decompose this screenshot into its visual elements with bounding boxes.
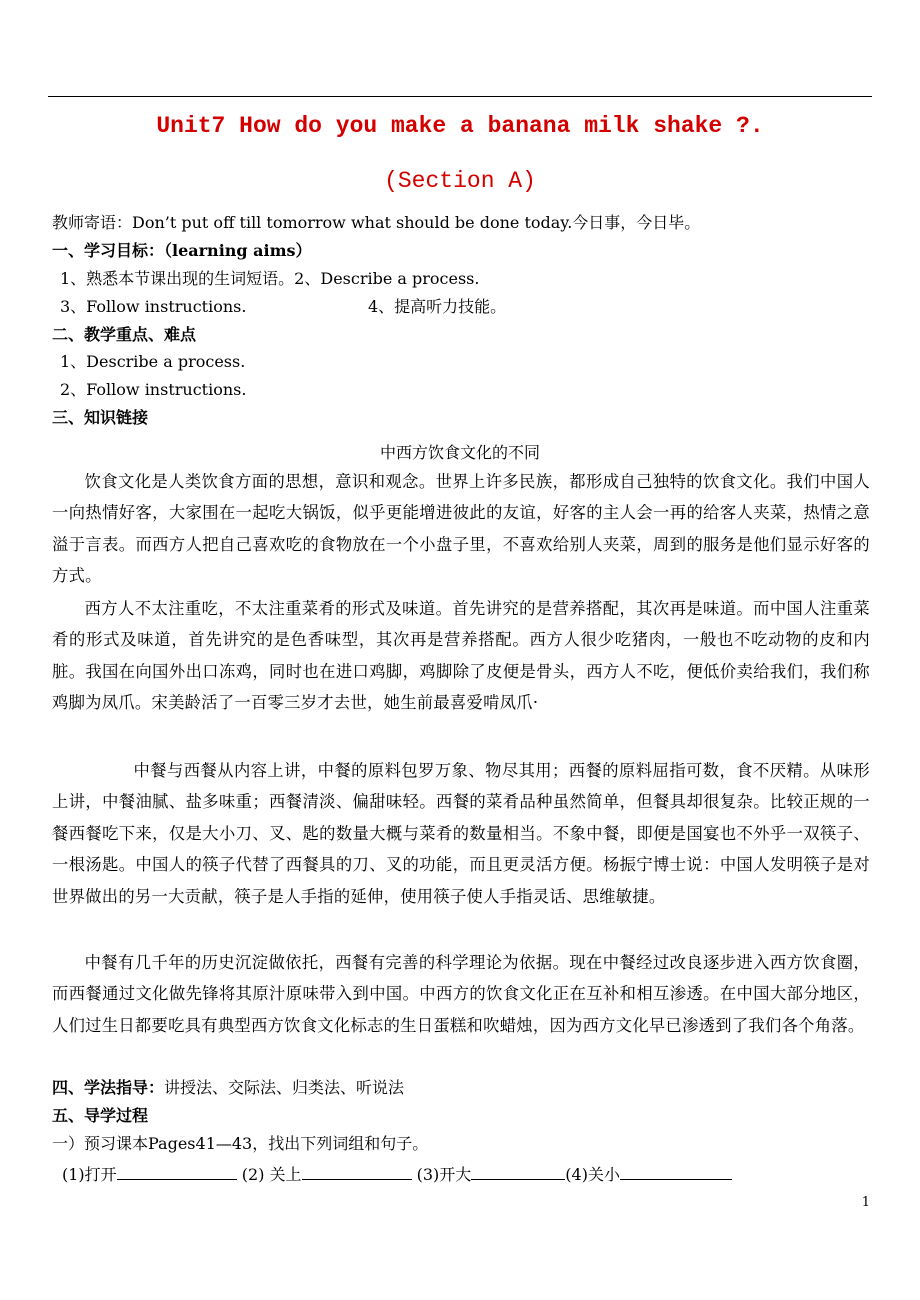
blank-label-4: (4)关小 bbox=[565, 1165, 620, 1184]
document-title: Unit7 How do you make a banana milk shake ?. bbox=[156, 113, 764, 139]
article-paragraph-1: 饮食文化是人类饮食方面的思想，意识和观念。世界上许多民族，都形成自己独特的饮食文化。我们中国人一向热情好客，大家围在一起吃大锅饭，似乎更能增进彼此的友谊，好客的主人会一再的给客人夹菜，热情之意溢于言表。而西方人把自己喜欢吃的食物放在一个小盘子里，不喜欢给别人夹菜，周到的服务是他们显示好客的方式。 bbox=[52, 472, 870, 586]
section-link-heading: 三、知识链接 bbox=[52, 408, 149, 427]
blank-label-2: (2) 关上 bbox=[241, 1165, 302, 1184]
page-number: 1 bbox=[861, 1195, 870, 1210]
aims-item-1: 1、熟悉本节课出现的生词短语。2、Describe a process. bbox=[60, 269, 480, 288]
blank-line-1[interactable] bbox=[117, 1163, 237, 1180]
document-subtitle: (Section A) bbox=[384, 168, 536, 194]
article-title: 中西方饮食文化的不同 bbox=[379, 443, 540, 462]
article-paragraph-2: 西方人不太注重吃，不太注重菜肴的形式及味道。首先讲究的是营养搭配，其次再是味道。而中国人注重菜肴的形式及味道，首先讲究的是色香味型，其次再是营养搭配。西方人很少吃猪肉，一般也不吃动物的皮和内脏。我国在向国外出口冻鸡，同时也在进口鸡脚，鸡脚除了皮便是骨头，西方人不吃，便低价卖给我们，我们称鸡脚为凤爪。宋美龄活了一百零三岁才去世，她生前最喜爱啃凤爪· bbox=[52, 599, 870, 713]
article-paragraph-3: 中餐与西餐从内容上讲，中餐的原料包罗万象、物尽其用；西餐的原料屈指可数，食不厌精。从味形上讲，中餐油腻、盐多味重；西餐清淡、偏甜味轻。西餐的菜肴品种虽然简单，但餐具却很复杂。比较正规的一餐西餐吃下来，仅是大小刀、叉、匙的数量大概与菜肴的数量相当。不象中餐，即便是国宴也不外乎一双筷子、一根汤匙。中国人的筷子代替了西餐具的刀、叉的功能，而且更灵活方便。杨振宁博士说：中国人发明筷子是对世界做出的另一大贡献，筷子是人手指的延伸，使用筷子使人手指灵话、思维敏捷。 bbox=[52, 761, 870, 906]
blank-label-1: (1)打开 bbox=[62, 1165, 117, 1184]
preview-instruction: 一）预习课本Pages41—43，找出下列词组和句子。 bbox=[52, 1134, 429, 1153]
section-key-heading: 二、教学重点、难点 bbox=[52, 325, 197, 344]
blank-line-2[interactable] bbox=[302, 1163, 412, 1180]
fill-in-blanks-row bbox=[62, 1163, 732, 1185]
article-paragraph-4: 中餐有几千年的历史沉淀做依托，西餐有完善的科学理论为依据。现在中餐经过改良逐步进入西方饮食圈，而西餐通过文化做先锋将其原汁原味带入到中国。中西方的饮食文化正在互补和相互渗透。在中国大部分地区，人们过生日都要吃具有典型西方饮食文化标志的生日蛋糕和吹蜡烛，因为西方文化早已渗透到了我们各个角落。 bbox=[52, 953, 870, 1035]
section-process-heading: 五、导学过程 bbox=[52, 1106, 149, 1125]
aims-item-4: 4、提高听力技能。 bbox=[368, 297, 507, 316]
teacher-motto: 教师寄语：Don’t put off till tomorrow what should be done today.今日事，今日毕。 bbox=[52, 213, 701, 232]
key-item-1: 1、Describe a process. bbox=[60, 352, 246, 371]
blank-label-3: (3)开大 bbox=[416, 1165, 472, 1184]
section-method bbox=[52, 1078, 404, 1098]
section-method-heading: 四、学法指导： bbox=[52, 1078, 165, 1097]
blank-line-3[interactable] bbox=[471, 1163, 565, 1180]
section-aims-heading: 一、学习目标：（learning aims） bbox=[52, 241, 312, 260]
header-rule bbox=[48, 96, 872, 97]
blank-line-4[interactable] bbox=[620, 1163, 732, 1180]
key-item-2: 2、Follow instructions. bbox=[60, 380, 247, 399]
aims-item-3: 3、Follow instructions. bbox=[60, 297, 247, 316]
section-method-text: 讲授法、交际法、归类法、听说法 bbox=[164, 1078, 405, 1097]
